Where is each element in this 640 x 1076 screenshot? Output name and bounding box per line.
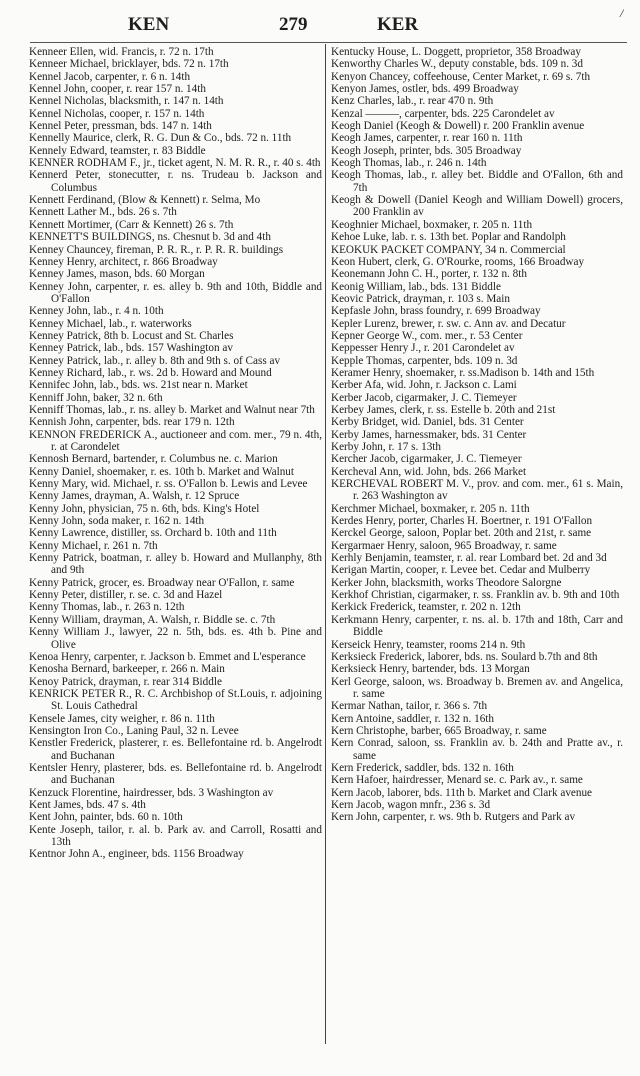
directory-entry: Kerhly Benjamin, teamster, r. al. rear Lombard bet. 2d and 3d [331,552,607,565]
directory-entry: Kenz Charles, lab., r. rear 470 n. 9th [331,95,494,108]
directory-entry: Kermar Nathan, tailor, r. 366 s. 7th [331,700,488,713]
directory-entry: Keovic Patrick, drayman, r. 103 s. Main [331,292,510,305]
directory-entry: Kent James, bds. 47 s. 4th [29,798,146,811]
directory-entry: Kerigan Martin, cooper, r. Levee bet. Cedar and Mulberry [331,564,591,577]
directory-entry: Kennel Jacob, carpenter, r. 6 n. 14th [29,70,191,83]
directory-entry: Kerber Afa, wid. John, r. Jackson c. Lami [331,379,517,392]
directory-entry: Kenny John, soda maker, r. 162 n. 14th [29,515,205,528]
directory-entry: Kenny Mary, wid. Michael, r. ss. O'Fallon b. Lewis and Levee [29,478,308,491]
directory-entry: Kehoe Luke, lab. r. s. 13th bet. Poplar and Randolph [331,231,566,244]
directory-entry: Keonig William, lab., bds. 131 Biddle [331,280,501,293]
column-separator [325,44,326,1044]
directory-entry: Kerby James, harnessmaker, bds. 31 Center [331,428,527,441]
directory-entry: Keon Hubert, clerk, G. O'Rourke, rooms, 166 Broadway [331,255,585,268]
directory-entry: KERCHEVAL ROBERT M. V., prov. and com. mer., 61 s. Main, r. 263 Washington av [331,478,623,503]
directory-entry: Kergarmaer Henry, saloon, 965 Broadway, r. same [331,539,557,552]
directory-entry: Kenyon James, ostler, bds. 499 Broadway [331,83,519,96]
directory-entry: Kenney Michael, lab., r. waterworks [29,317,192,330]
directory-entry: Kern Hafoer, hairdresser, Menard se. c. Park av., r. same [331,774,583,787]
directory-entry: Kerckel George, saloon, Poplar bet. 20th and 21st, r. same [331,527,592,540]
directory-entry: Keogh James, carpenter, r. rear 160 n. 11th [331,132,523,145]
directory-entry: Kenworthy Charles W., deputy constable, bds. 109 n. 3d [331,58,583,71]
directory-entry: Kerl George, saloon, ws. Broadway b. Bremen av. and Angelica, r. same [331,675,623,700]
directory-entry: Kenney Patrick, 8th b. Locust and St. Charles [29,329,234,342]
directory-entry: Keoghnier Michael, boxmaker, r. 205 n. 11th [331,218,533,231]
directory-entry: Kercher Jacob, cigarmaker, J. C. Tiemeyer [331,453,522,466]
directory-entry: Kenney John, lab., r. 4 n. 10th [29,305,164,318]
directory-entry: Kente Joseph, tailor, r. al. b. Park av. and Carroll, Rosatti and 13th [29,823,322,848]
directory-entry: Kenniff John, baker, 32 n. 6th [29,391,163,404]
directory-entry: Kenny William, drayman, A. Walsh, r. Biddle se. c. 7th [29,613,276,626]
directory-entry: Keogh Thomas, lab., r. 246 n. 14th [331,157,487,170]
directory-entry: Keogh Daniel (Keogh & Dowell) r. 200 Franklin avenue [331,120,585,133]
directory-entry: KENNETT'S BUILDINGS, ns. Chesnut b. 3d and 4th [29,231,271,244]
directory-entry: Kenny William J., lawyer, 22 n. 5th, bds. es. 4th b. Pine and Olive [29,626,322,651]
directory-entry: Kentucky House, L. Doggett, proprietor, 358 Broadway [331,46,581,58]
directory-entry: Kenoy Patrick, drayman, r. rear 314 Biddle [29,675,222,688]
directory-entry: Kern Jacob, laborer, bds. 11th b. Market and Clark avenue [331,786,593,799]
directory-entry: Kercheval Ann, wid. John, bds. 266 Market [331,465,527,478]
directory-entry: Kenney James, mason, bds. 60 Morgan [29,268,205,281]
directory-entry: Kennel Nicholas, cooper, r. 157 n. 14th [29,107,205,120]
directory-entry: Kennish John, carpenter, bds. rear 179 n. 12th [29,416,235,429]
margin-mark: / [620,6,624,20]
directory-entry: Kerbey James, clerk, r. ss. Estelle b. 20th and 21st [331,403,556,416]
directory-entry: Kenny Daniel, shoemaker, r. es. 10th b. Market and Walnut [29,465,295,478]
directory-entry: Keogh Joseph, printer, bds. 305 Broadway [331,144,522,157]
directory-entry: Kenney John, carpenter, r. es. alley b. 9th and 10th, Biddle and O'Fallon [29,280,322,305]
directory-entry: Kerby Bridget, wid. Daniel, bds. 31 Center [331,416,524,429]
directory-entry: Kenstler Frederick, plasterer, r. es. Bellefontaine rd. b. Angelrodt and Buchanan [29,737,322,762]
directory-entry: Kennel Nicholas, blacksmith, r. 147 n. 14th [29,95,224,108]
directory-entry: Kentsler Henry, plasterer, bds. es. Bellefontaine rd. b. Angelrodt and Buchanan [29,761,322,787]
directory-entry: Kennett Ferdinand, (Blow & Kennett) r. Selma, Mo [29,194,261,207]
directory-entry: Kern Christophe, barber, 665 Broadway, r. same [331,724,547,737]
directory-entry: Keonemann John C. H., porter, r. 132 n. 8th [331,268,527,281]
directory-entry: Kern Frederick, saddler, bds. 132 n. 16th [331,761,514,774]
directory-entry: Kenzuck Florentine, hairdresser, bds. 3 Washington av [29,786,274,799]
directory-entry: Kenney Chauncey, fireman, P. R. R., r. P. R. R. buildings [29,243,284,256]
directory-entry: Kern Jacob, wagon mnfr., 236 s. 3d [331,798,491,811]
directory-entry: Kepfasle John, brass foundry, r. 699 Broadway [331,305,541,318]
directory-entry: Kenny James, drayman, A. Walsh, r. 12 Spruce [29,490,240,503]
header-rule [30,42,627,43]
directory-entry: Kennelly Maurice, clerk, R. G. Dun & Co., bds. 72 n. 11th [29,132,292,145]
directory-entry: Kerby John, r. 17 s. 13th [331,441,442,453]
directory-entry: Kerkhof Christian, cigarmaker, r. ss. Franklin av. b. 9th and 10th [331,589,620,602]
directory-entry: Kenny John, physician, 75 n. 6th, bds. King's Hotel [29,502,260,515]
directory-entry: Kenny Thomas, lab., r. 263 n. 12th [29,601,185,614]
directory-entry: Kenney Henry, architect, r. 866 Broadway [29,255,218,268]
directory-entry: Kepple Thomas, carpenter, bds. 109 n. 3d [331,354,518,367]
directory-entry: Keogh & Dowell (Daniel Keogh and William Dowell) grocers, 200 Franklin av [331,194,623,219]
directory-entry: Kenny Patrick, grocer, es. Broadway near O'Fallon, r. same [29,576,295,589]
directory-entry: Kerber Jacob, cigarmaker, J. C. Tiemeyer [331,391,517,404]
directory-entry: Kern Conrad, saloon, ss. Franklin av. b. 24th and Pratte av., r. same [331,737,623,762]
directory-entry: Kensele James, city weigher, r. 86 n. 11th [29,712,215,725]
directory-entry: Kenney Patrick, lab., r. alley b. 8th and 9th s. of Cass av [29,354,281,367]
directory-entry: Kepler Lurenz, brewer, r. sw. c. Ann av. and Decatur [331,317,566,330]
directory-entry: Keppesser Henry J., r. 201 Carondelet av [331,342,515,355]
directory-entry: Kenzal ———, carpenter, bds. 225 Carondelet av [331,107,555,120]
running-header [0,14,640,42]
directory-entry: KEOKUK PACKET COMPANY, 34 n. Commercial [331,243,566,256]
directory-entry: Kenny Michael, r. 261 n. 7th [29,539,158,552]
directory-entry: KENNON FREDERICK A., auctioneer and com. mer., 79 n. 4th, r. at Carondelet [29,428,322,453]
directory-entry: Kenny Lawrence, distiller, ss. Orchard b. 10th and 11th [29,527,277,540]
directory-entry: Kerseick Henry, teamster, rooms 214 n. 9th [331,638,526,651]
directory-entry: Kerkick Frederick, teamster, r. 202 n. 12th [331,601,521,614]
directory-entry: Kent John, painter, bds. 60 n. 10th [29,811,183,824]
right-column [331,46,623,824]
directory-entry: Kennett Lather M., bds. 26 s. 7th [29,206,177,219]
page-number: 279 [279,14,308,35]
directory-entry: Kennely Edward, teamster, r. 83 Biddle [29,144,206,157]
directory-entry: Kerchmer Michael, boxmaker, r. 205 n. 11th [331,502,530,515]
directory-entry: Kerksieck Frederick, laborer, bds. ns. Soulard b.7th and 8th [331,650,598,663]
directory-entry: Kenneer Michael, bricklayer, bds. 72 n. 17th [29,58,229,71]
directory-entry: Kennerd Peter, stonecutter, r. ns. Trudeau b. Jackson and Columbus [29,169,322,194]
directory-entry: Kennifec John, lab., bds. ws. 21st near n. Market [29,379,248,392]
directory-entry: Kenny Peter, distiller, r. se. c. 3d and Hazel [29,589,223,602]
directory-entry: Kenneer Ellen, wid. Francis, r. 72 n. 17th [29,46,214,58]
directory-entry: Kenniff Thomas, lab., r. ns. alley b. Market and Walnut near 7th [29,403,315,416]
directory-entry: Keramer Henry, shoemaker, r. ss.Madison b. 14th and 15th [331,366,595,379]
directory-entry: KENRICK PETER R., R. C. Archbishop of St.Louis, r. adjoining St. Louis Cathedral [29,687,322,713]
directory-entry: Kenosha Bernard, barkeeper, r. 266 n. Main [29,663,225,676]
directory-entry: Kenny Patrick, boatman, r. alley b. Howard and Mullanphy, 8th and 9th [29,552,322,577]
directory-entry: Kerksieck Henry, bartender, bds. 13 Morgan [331,663,530,676]
directory-entry: Kern John, carpenter, r. ws. 9th b. Rutgers and Park av [331,811,576,824]
directory-entry: Kerdes Henry, porter, Charles H. Boertner, r. 191 O'Fallon [331,515,593,528]
directory-entry: Kerker John, blacksmith, works Theodore Salorgne [331,576,562,589]
directory-entry: KENNER RODHAM F., jr., ticket agent, N. M. R. R., r. 40 s. 4th [29,157,321,170]
directory-entry: Keogh Thomas, lab., r. alley bet. Biddle and O'Fallon, 6th and 7th [331,169,623,194]
directory-entry: Kenney Richard, lab., r. ws. 2d b. Howard and Mound [29,366,272,379]
directory-entry: Kenney Patrick, lab., bds. 157 Washington av [29,342,233,355]
directory-entry: Kepner George W., com. mer., r. 53 Center [331,329,523,342]
directory-entry: Kerkmann Henry, carpenter, r. ns. al. b. 17th and 18th, Carr and Biddle [331,613,623,639]
directory-entry: Kennel John, cooper, r. rear 157 n. 14th [29,83,206,96]
directory-entry: Kenoa Henry, carpenter, r. Jackson b. Emmet and L'esperance [29,650,306,663]
header-right-guide-word: KER [377,14,419,35]
left-column [29,46,322,861]
header-left-guide-word: KEN [128,14,170,35]
directory-entry: Kensington Iron Co., Laning Paul, 32 n. Levee [29,724,239,737]
directory-entry: Kentnor John A., engineer, bds. 1156 Broadway [29,848,244,861]
directory-entry: Kennett Mortimer, (Carr & Kennett) 26 s. 7th [29,218,234,231]
directory-entry: Kern Antoine, saddler, r. 132 n. 16th [331,712,494,725]
directory-entry: Kennel Peter, pressman, bds. 147 n. 14th [29,120,212,133]
directory-entry: Kennosh Bernard, bartender, r. Columbus ne. c. Marion [29,453,278,466]
directory-entry: Kenyon Chancey, coffeehouse, Center Market, r. 69 s. 7th [331,70,591,83]
